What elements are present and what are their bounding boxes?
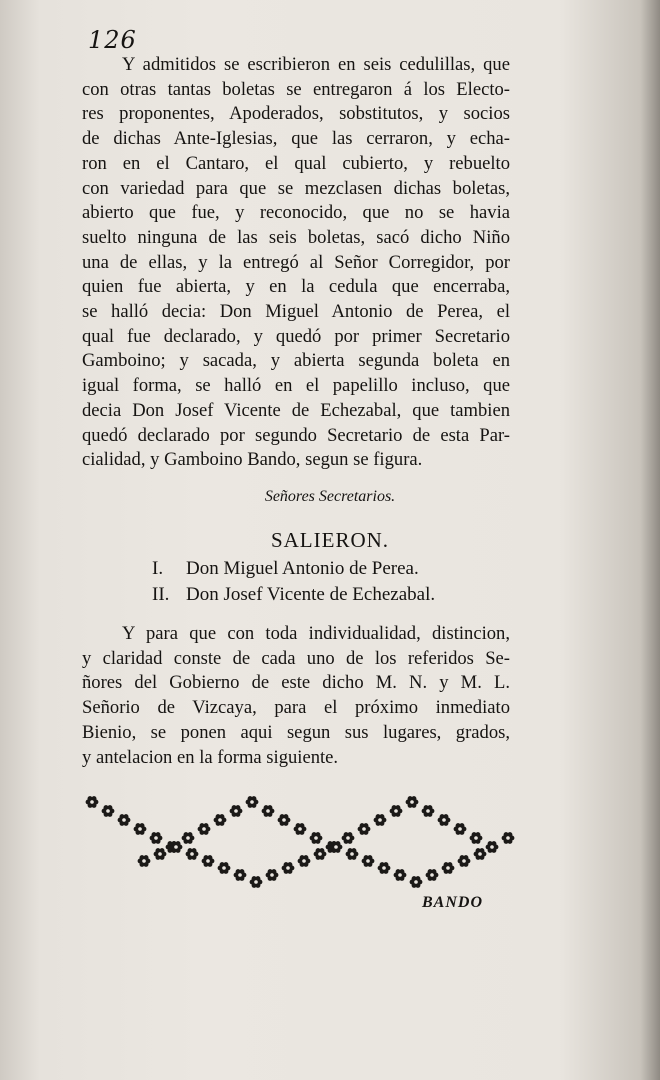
flower-ornament-icon	[438, 814, 451, 826]
flower-ornament-icon	[454, 823, 467, 835]
text-line: Bienio, se ponen aqui segun sus lugares, grados,	[82, 721, 510, 743]
list-item	[152, 582, 435, 608]
flower-ornament-icon	[266, 869, 279, 881]
text-line: abierto que fue, y reconocido, que no se havia	[82, 202, 510, 224]
flower-ornament-icon	[470, 832, 483, 844]
flower-ornament-icon	[86, 796, 99, 808]
text-line: suelto ninguna de las seis boletas, sacó dicho Niño	[82, 226, 510, 248]
floral-ornament	[80, 792, 520, 892]
text-line: Y admitidos se escribieron en seis cedulillas, que	[122, 54, 510, 75]
text-line: res proponentes, Apoderados, sobstitutos, y socios	[82, 103, 510, 125]
flower-ornament-icon	[250, 876, 263, 888]
salieron-heading: SALIERON.	[270, 528, 390, 552]
flower-ornament-icon	[310, 832, 323, 844]
secretary-list	[152, 556, 435, 608]
roman-numeral: I.	[152, 558, 164, 579]
page-number: 126	[88, 26, 137, 54]
flower-ornament-icon	[358, 823, 371, 835]
flower-ornament-icon	[102, 805, 115, 817]
text-line: igual forma, se halló en el papelillo incluso, que	[82, 375, 510, 397]
text-line: y antelacion en la forma siguiente.	[82, 746, 339, 768]
paragraph-election	[82, 53, 510, 473]
flower-ornament-icon	[262, 805, 275, 817]
flower-ornament-icon	[278, 814, 291, 826]
flower-ornament-icon	[410, 876, 423, 888]
text-line: una de ellas, y la entregó al Señor Corregidor, por	[82, 251, 510, 273]
flower-ornament-icon	[474, 848, 487, 860]
flower-ornament-icon	[502, 832, 515, 844]
flower-ornament-icon	[422, 805, 435, 817]
flower-ornament-icon	[362, 855, 375, 867]
text-line: y claridad conste de cada uno de los referidos Se-	[82, 647, 510, 669]
text-line: Y para que con toda individualidad, distincion,	[122, 623, 510, 644]
flower-ornament-icon	[298, 855, 311, 867]
flower-ornament-icon	[486, 841, 499, 853]
flower-ornament-icon	[182, 832, 195, 844]
flower-ornament-icon	[154, 848, 167, 860]
flower-ornament-icon	[394, 869, 407, 881]
flower-ornament-icon	[246, 796, 259, 808]
text-line: de dichas Ante-Iglesias, que las cerraron, y echa-	[82, 128, 510, 150]
text-line: quien fue abierta, y en la cedula que encerraba,	[82, 276, 510, 298]
flower-ornament-icon	[134, 823, 147, 835]
text-line: ñores del Gobierno de este dicho M. N. y M. L.	[82, 672, 510, 694]
secretary-name: Don Miguel Antonio de Perea.	[186, 558, 419, 579]
text-line: con otras tantas boletas se entregaron á los Electo-	[82, 78, 510, 100]
catchword: BANDO	[422, 894, 484, 911]
text-line: Gamboino; y sacada, y abierta segunda boleta en	[82, 350, 510, 372]
text-line: quedó declarado por segundo Secretario de esta Par-	[82, 424, 510, 446]
text-line: qual fue declarado, y quedó por primer Secretario	[82, 325, 510, 347]
flower-ornament-icon	[458, 855, 471, 867]
flower-ornament-icon	[282, 862, 295, 874]
flower-ornament-icon	[346, 848, 359, 860]
flower-ornament-icon	[374, 814, 387, 826]
section-heading: Señores Secretarios.	[264, 488, 396, 505]
flower-ornament-icon	[314, 848, 327, 860]
flower-ornament-icon	[342, 832, 355, 844]
flower-ornament-icon	[378, 862, 391, 874]
flower-ornament-icon	[390, 805, 403, 817]
flower-ornament-icon	[198, 823, 211, 835]
roman-numeral: II.	[152, 584, 170, 605]
secretary-name: Don Josef Vicente de Echezabal.	[186, 584, 436, 605]
flower-ornament-icon	[442, 862, 455, 874]
flower-ornament-icon	[118, 814, 131, 826]
flower-ornament-icon	[294, 823, 307, 835]
flower-ornament-icon	[426, 869, 439, 881]
flower-ornament-icon	[186, 848, 199, 860]
text-line: con variedad para que se mezclasen dichas boletas,	[82, 177, 510, 199]
text-line: ron en el Cantaro, el qual cubierto, y rebuelto	[82, 152, 510, 174]
text-line: decia Don Josef Vicente de Echezabal, que tambien	[82, 399, 510, 421]
flower-ornament-icon	[214, 814, 227, 826]
flower-ornament-icon	[138, 855, 151, 867]
flower-ornament-icon	[230, 805, 243, 817]
flower-ornament-icon	[202, 855, 215, 867]
paragraph-government	[82, 622, 510, 770]
text-line: cialidad, y Gamboino Bando, segun se figura.	[82, 449, 423, 471]
text-line: Señorio de Vizcaya, para el próximo inmediato	[82, 697, 510, 719]
list-item	[152, 556, 435, 582]
text-line: se halló decia: Don Miguel Antonio de Perea, el	[82, 301, 510, 323]
flower-ornament-icon	[234, 869, 247, 881]
flower-ornament-icon	[150, 832, 163, 844]
flower-ornament-icon	[218, 862, 231, 874]
flower-ornament-icon	[406, 796, 419, 808]
